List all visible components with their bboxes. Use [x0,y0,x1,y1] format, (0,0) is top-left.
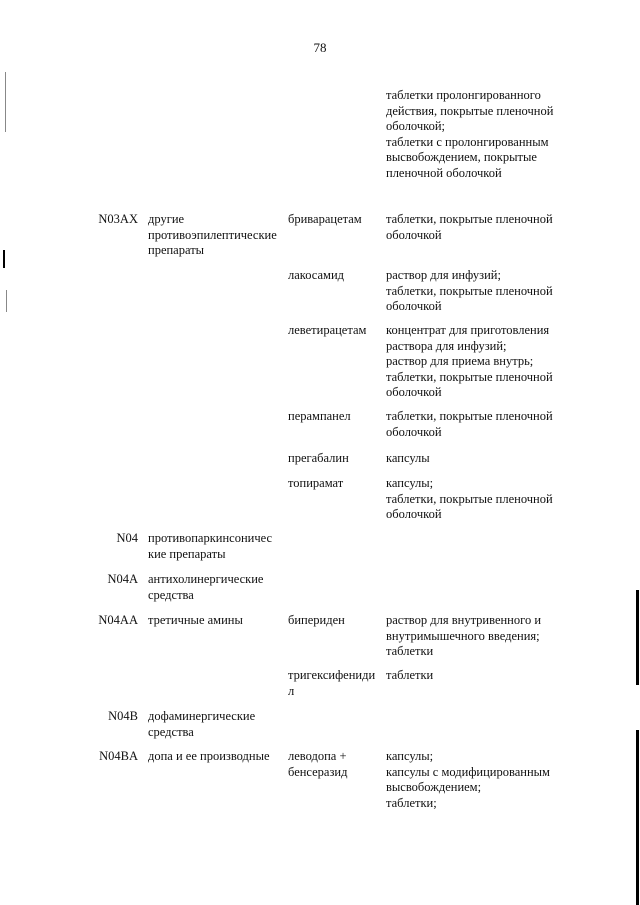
dosage-form: капсулы; капсулы с модифицированным высвобождением; таблетки; [386,749,550,810]
drug-name: прегабалин [288,451,349,465]
dosage-form: концентрат для приготовления раствора для инфузий; раствор для приема внутрь; таблетки, покрытые пленочной оболочкой [386,323,553,399]
cont-form: таблетки пролонгированного действия, покрытые пленочной оболочкой; таблетки с пролонгированным высвобождением, покрытые пленочной оболочкой [386,88,554,180]
atc-group: допа и ее производные [148,749,270,763]
dosage-form: капсулы [386,451,430,465]
atc-group: антихолинергические средства [148,572,264,602]
atc-code: N04A [107,572,138,586]
dosage-form: таблетки, покрытые пленочной оболочкой [386,409,553,439]
scan-edge-mark [3,250,5,268]
atc-code: N04 [116,531,138,545]
scan-edge-mark [6,290,7,312]
page-number: 78 [313,40,327,55]
atc-group: другие противоэпилептические препараты [148,212,277,257]
atc-code: N04BA [99,749,138,763]
atc-group: дофаминергические средства [148,709,256,739]
drug-name: бриварацетам [288,212,362,226]
drug-name: лакосамид [288,268,344,282]
drug-name: леводопа + бенсеразид [288,749,348,779]
drug-name: леветирацетам [288,323,367,337]
drug-name: тригексифениди л [288,668,376,698]
scan-edge-mark [636,730,639,905]
atc-group: третичные амины [148,613,243,627]
atc-group: противопаркинсоничес кие препараты [148,531,273,561]
dosage-form: таблетки, покрытые пленочной оболочкой [386,212,553,242]
scan-edge-mark [636,590,639,685]
atc-code: N03AX [98,212,138,226]
dosage-form: раствор для внутривенного и внутримышечного введения; таблетки [386,613,542,658]
atc-code: N04B [108,709,138,723]
scan-edge-mark [5,72,6,132]
drug-name: перампанел [288,409,351,423]
dosage-form: раствор для инфузий; таблетки, покрытые пленочной оболочкой [386,268,553,313]
dosage-form: капсулы; таблетки, покрытые пленочной оболочкой [386,476,553,521]
drug-name: топирамат [288,476,344,490]
dosage-form: таблетки [386,668,434,682]
atc-code: N04AA [98,613,138,627]
drug-name: бипериден [288,613,345,627]
